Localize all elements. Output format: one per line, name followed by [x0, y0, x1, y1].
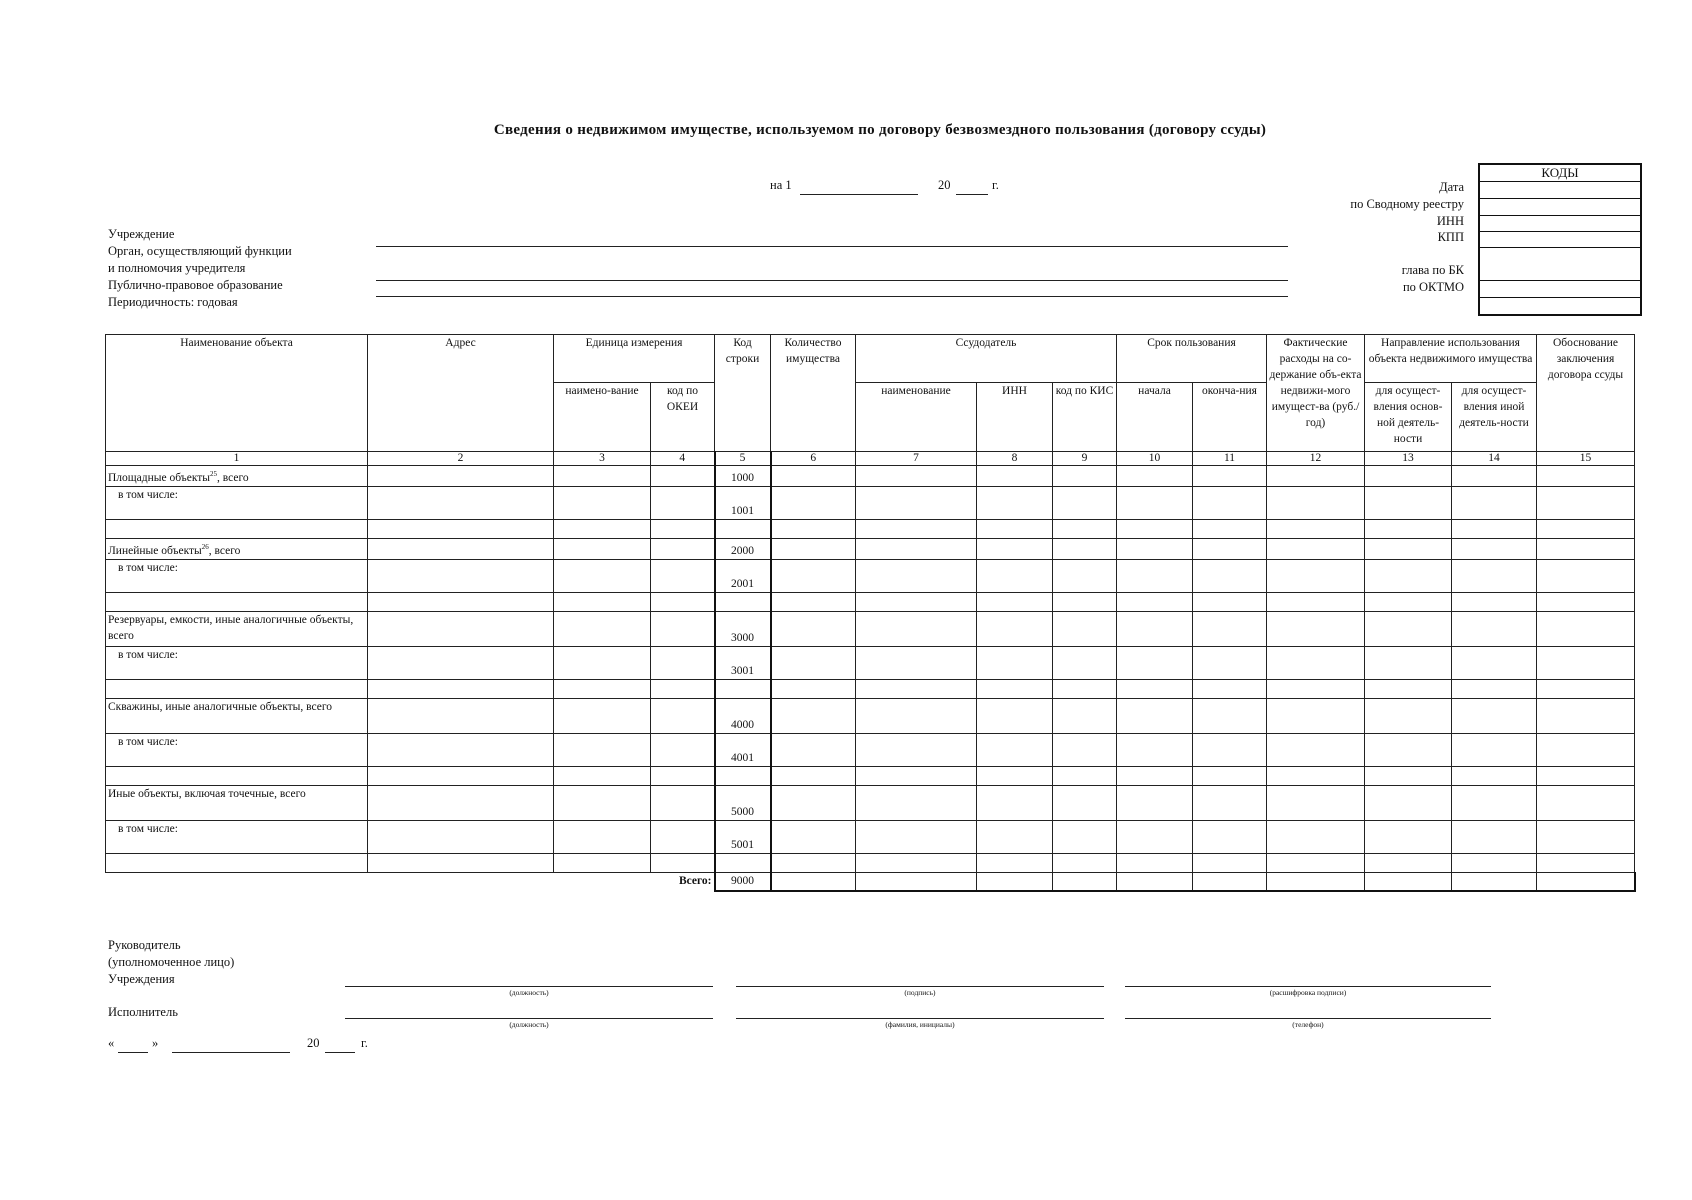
- row-code-2000: 2000: [715, 538, 771, 559]
- col-number-8: 8: [977, 452, 1053, 466]
- property-table: [105, 334, 1636, 892]
- sig-date-year-prefix: 20: [307, 1036, 320, 1050]
- code-label-registry: по Сводному реестру: [1350, 197, 1464, 211]
- cap-decoding: (расшифровка подписи): [1269, 988, 1347, 997]
- row-code-5001: 5001: [715, 820, 771, 853]
- sig-executor: Исполнитель: [108, 1005, 178, 1019]
- header-expenses: Фактические расходы на со-держание объ-екта недвижи-мого имущест-ва (руб./год): [1267, 335, 1365, 452]
- row-label-5001: в том числе:: [106, 820, 368, 853]
- header-kis-code: код по КИС: [1053, 383, 1117, 452]
- code-registry-cell[interactable]: [1480, 199, 1640, 216]
- header-term-start: начала: [1117, 383, 1193, 452]
- label-periodicity: Периодичность: годовая: [108, 295, 238, 309]
- row-label-1001: в том числе:: [106, 486, 368, 519]
- founder-field[interactable]: [376, 280, 1288, 281]
- header-unit-name: наимено-вание: [554, 383, 651, 452]
- row-code-4001: 4001: [715, 733, 771, 766]
- label-institution: Учреждение: [108, 227, 175, 241]
- cap-position-2: (должность): [509, 1020, 549, 1029]
- label-founder-1: Орган, осуществляющий функции: [108, 244, 292, 258]
- col-number-10: 10: [1117, 452, 1193, 466]
- row-label-2001: в том числе:: [106, 559, 368, 592]
- col-number-14: 14: [1452, 452, 1537, 466]
- row-code-1001: 1001: [715, 486, 771, 519]
- head-decoding-field[interactable]: [1125, 986, 1491, 987]
- form-title: Сведения о недвижимом имуществе, используемом по договору безвозмездного пользования (договору ссуды): [493, 122, 1267, 138]
- col-number-15: 15: [1537, 452, 1635, 466]
- date-day-month-field[interactable]: [800, 194, 918, 195]
- col-number-3: 3: [554, 452, 651, 466]
- row-label-2000: Линейные объекты$^{26}$, всего: [106, 538, 368, 559]
- col-number-4: 4: [651, 452, 715, 466]
- col-number-5: 5: [715, 452, 771, 466]
- row-code-5000: 5000: [715, 785, 771, 820]
- date-prefix: на 1: [770, 178, 792, 192]
- sig-date-close: »: [152, 1036, 159, 1050]
- date-year-prefix: 20: [938, 178, 951, 192]
- col-number-9: 9: [1053, 452, 1117, 466]
- codes-caption: КОДЫ: [1480, 165, 1640, 182]
- header-lender-name: наименование: [856, 383, 977, 452]
- code-date-cell[interactable]: [1480, 182, 1640, 199]
- date-year-field[interactable]: [956, 194, 988, 195]
- sig-date-month-field[interactable]: [172, 1052, 290, 1053]
- code-label-bk: глава по БК: [1401, 263, 1464, 277]
- cap-fio: (фамилия, инициалы): [885, 1020, 955, 1029]
- total-label: Всего:: [678, 874, 712, 887]
- cap-position-1: (должность): [509, 988, 549, 997]
- code-label-date: Дата: [1439, 180, 1464, 194]
- header-main-activity: для осущест-вления основ-ной деятель-ности: [1365, 383, 1452, 452]
- header-term: Срок пользования: [1117, 335, 1267, 383]
- row-label-3000: Резервуары, емкости, иные аналогичные объекты, всего: [106, 611, 368, 646]
- row-code-4000: 4000: [715, 698, 771, 733]
- sig-date-open: «: [108, 1036, 115, 1050]
- col-number-6: 6: [771, 452, 856, 466]
- header-quantity: Количество имущества: [771, 335, 856, 452]
- sig-date-day-field[interactable]: [118, 1052, 148, 1053]
- header-object-name: Наименование объекта: [106, 335, 368, 452]
- header-lender: Ссудодатель: [856, 335, 1117, 383]
- header-address: Адрес: [368, 335, 554, 452]
- institution-field[interactable]: [376, 246, 1288, 247]
- cap-phone: (телефон): [1292, 1020, 1324, 1029]
- header-okei-code: код по ОКЕИ: [651, 383, 715, 452]
- head-signature-field[interactable]: [736, 986, 1104, 987]
- executor-phone-field[interactable]: [1125, 1018, 1491, 1019]
- col-number-12: 12: [1267, 452, 1365, 466]
- col-number-7: 7: [856, 452, 977, 466]
- date-suffix: г.: [992, 178, 999, 192]
- cap-signature: (подпись): [904, 988, 936, 997]
- header-lender-inn: ИНН: [977, 383, 1053, 452]
- row-label-3001: в том числе:: [106, 646, 368, 679]
- row-code-1000: 1000: [715, 466, 771, 487]
- code-bk-cell[interactable]: [1480, 248, 1640, 281]
- row-code-3001: 3001: [715, 646, 771, 679]
- sig-head-2: (уполномоченное лицо): [108, 955, 235, 969]
- total-code: 9000: [715, 872, 771, 891]
- code-extra-cell[interactable]: [1480, 298, 1640, 314]
- row-code-3000: 3000: [715, 611, 771, 646]
- code-inn-cell[interactable]: [1480, 216, 1640, 232]
- code-label-kpp: КПП: [1437, 230, 1464, 244]
- row-label-1000: Площадные объекты$^{25}$, всего: [106, 466, 368, 487]
- col-number-1: 1: [106, 452, 368, 466]
- label-public-entity: Публично-правовое образование: [108, 278, 283, 292]
- header-justification: Обоснование заключения договора ссуды: [1537, 335, 1635, 452]
- executor-fio-field[interactable]: [736, 1018, 1104, 1019]
- col-number-11: 11: [1193, 452, 1267, 466]
- executor-position-field[interactable]: [345, 1018, 713, 1019]
- row-label-4001: в том числе:: [106, 733, 368, 766]
- header-term-end: оконча-ния: [1193, 383, 1267, 452]
- sig-date-year-field[interactable]: [325, 1052, 355, 1053]
- header-other-activity: для осущест-вления иной деятель-ности: [1452, 383, 1537, 452]
- sig-head-1: Руководитель: [108, 938, 181, 952]
- codes-box: [1478, 163, 1642, 316]
- public-entity-field[interactable]: [376, 296, 1288, 297]
- header-direction: Направление использования объекта недвижимого имущества: [1365, 335, 1537, 383]
- header-unit: Единица измерения: [554, 335, 715, 383]
- col-number-13: 13: [1365, 452, 1452, 466]
- row-label-4000: Скважины, иные аналогичные объекты, всего: [106, 698, 368, 733]
- row-label-5000: Иные объекты, включая точечные, всего: [106, 785, 368, 820]
- sig-head-3: Учреждения: [108, 972, 175, 986]
- row-code-2001: 2001: [715, 559, 771, 592]
- code-label-oktmo: по ОКТМО: [1402, 280, 1464, 294]
- label-founder-2: и полномочия учредителя: [108, 261, 246, 275]
- sig-date-suffix: г.: [361, 1036, 368, 1050]
- code-oktmo-cell[interactable]: [1480, 281, 1640, 298]
- code-label-inn: ИНН: [1436, 214, 1464, 228]
- col-number-2: 2: [368, 452, 554, 466]
- code-kpp-cell[interactable]: [1480, 232, 1640, 248]
- header-line-code: Код строки: [715, 335, 771, 452]
- head-position-field[interactable]: [345, 986, 713, 987]
